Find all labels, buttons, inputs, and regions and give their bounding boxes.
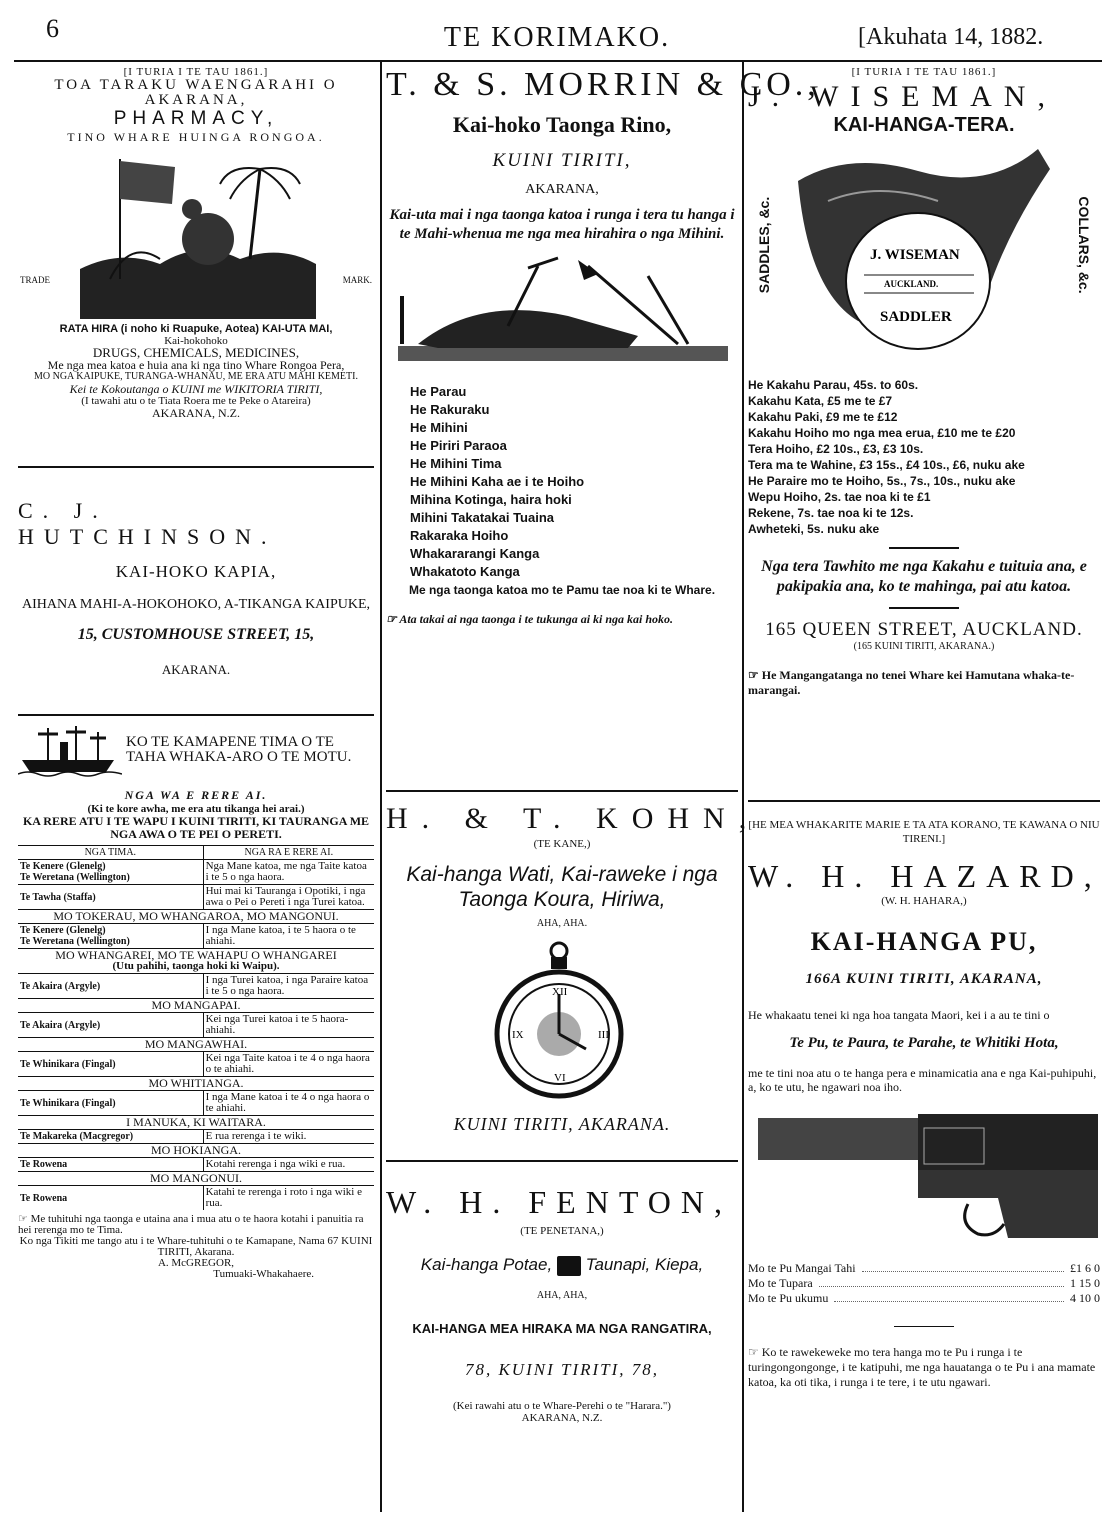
ship-name: Te Makareka (Macgregor) [18, 1130, 203, 1144]
schedule-section-row [18, 1077, 374, 1091]
implement-item: Whakararangi Kanga [410, 546, 540, 561]
schedule-section-row [18, 1144, 374, 1158]
fenton-name: W. H. FENTON, [386, 1184, 733, 1220]
trade-mark-row [18, 145, 374, 323]
founded-note: [I TURIA I TE TAU 1861.] [123, 66, 269, 78]
rule-after-kohn [386, 1160, 738, 1162]
hazard-more: me te tini noa atu o te hanga pera e minamicatia ana e nga Kai-puhipuhi, a, ko te utu, he ngawari noa iho. [748, 1066, 1097, 1094]
morrin-trade: Kai-hoko Taonga Rino, [452, 112, 672, 137]
svg-text:III: III [598, 1029, 609, 1041]
sailing-days: E rua rerenga i te wiki. [203, 1130, 374, 1144]
implement-item: He Piriri Paraoa [410, 438, 507, 453]
saddlery-price-line: Rekene, 7s. tae noa ki te 12s. [748, 506, 914, 520]
ship-name: Te Akaira (Argyle) [18, 1013, 203, 1038]
saddlery-price-line: Kakahu Hoiho mo nga mea erua, £10 me te £20 [748, 426, 1016, 440]
masthead-title: TE KORIMAKO. [443, 22, 671, 53]
hazard-name: W. H. HAZARD, [748, 858, 1102, 894]
schedule-row [18, 1186, 374, 1211]
leader-dots [834, 1291, 1064, 1302]
ship-name: Te Rowena [18, 1158, 203, 1172]
pocket-watch-illustration [494, 939, 624, 1099]
svg-text:VI: VI [554, 1072, 566, 1084]
seal-mid-text: AUCKLAND. [884, 279, 939, 289]
implement-item: Mihini Takatakai Tuaina [410, 510, 554, 525]
seal-bot-text: SADDLER [880, 309, 952, 325]
schedule-row [18, 1091, 374, 1116]
fenton-ad [386, 1184, 738, 1424]
sailing-days: Hui mai ki Tauranga i Opotiki, i nga awa o Pei o Pereti i nga Turei katoa. [203, 885, 374, 910]
schedule-section-row [18, 1038, 374, 1052]
sailing-days: Kei nga Turei katoa i te 5 haora-ahiahi. [203, 1013, 374, 1038]
pharmacy-word: PHARMACY, [113, 108, 279, 129]
saddlery-price-line: He Kakahu Parau, 45s. to 60s. [748, 378, 919, 392]
morrin-name: T. & S. MORRIN & CO., [386, 66, 820, 103]
implement-item: Rakaraka Hoiho [410, 528, 509, 543]
pharmacy-city: AKARANA, N.Z. [152, 406, 240, 420]
kei-te-line: Kei te Kokoutanga o KUINI me WIKITORIA TIRITI, [69, 382, 323, 396]
side-label-left: SADDLES, &c. [756, 196, 772, 294]
hutchinson-aihana: AIHANA MAHI-A-HOKOHOKO, A-TIKANGA KAIPUKE, [21, 597, 371, 612]
steamship-ad [18, 722, 374, 1280]
schedule-row [18, 1013, 374, 1038]
kaihoko-line: Kai-hokohoko [164, 335, 228, 347]
kohn-aha: AHA, AHA. [536, 918, 588, 929]
signer-title: Tumuaki-Whakahaere. [213, 1268, 314, 1280]
tawahi-line: (I tawahi atu o te Tiata Roera me te Peke o Atareira) [81, 395, 311, 407]
rule-after-morrin [386, 790, 738, 792]
ship-name: Te Whinikara (Fingal) [18, 1052, 203, 1077]
gun-item: Mo te Pu ukumu [748, 1291, 829, 1305]
saddlery-price-line: Wepu Hoiho, 2s. tae noa ki te £1 [748, 490, 931, 504]
svg-text:XII: XII [552, 986, 568, 998]
wiseman-address-maori: (165 KUINI TIRITI, AKARANA.) [853, 641, 995, 652]
morrin-street: KUINI TIRITI, [492, 150, 632, 171]
wiseman-note: ☞ He Mangangatanga no tenei Whare kei Hamutana whaka-te-marangai. [748, 668, 1075, 697]
sailing-days: I nga Turei katoa, i nga Paraire katoa i te 5 o nga haora. [203, 974, 374, 999]
gun-item: Mo te Pu Mangai Tahi [748, 1261, 856, 1275]
schedule-row [18, 1158, 374, 1172]
section-route: MO MANGONUI. [150, 1171, 242, 1185]
section-route: MO MANGAWHAI. [144, 1037, 248, 1051]
rule-after-pharmacy [18, 466, 374, 468]
col-header-ships: NGA TIMA. [18, 846, 203, 860]
morrin-footer: Me nga taonga katoa mo te Pamu tae noa ki te Whare. [408, 583, 716, 597]
wiseman-desc: Nga tera Tawhito me nga Kakahu e tuituia ana, e pakipakia ana, ko te mahinga, pai atu katoa. [761, 558, 1087, 595]
section-route: MO HOKIANGA. [151, 1143, 241, 1157]
mark-label: MARK. [342, 275, 372, 285]
saddlery-price-line: Kakahu Kata, £5 me te £7 [748, 394, 893, 408]
morrin-note: ☞ Ata takai ai nga taonga i te tukunga ai ki nga kai hoko. [386, 612, 674, 626]
column-3 [748, 66, 1100, 1512]
implement-item: He Mihini Kaha ae i te Hoiho [410, 474, 585, 489]
hazard-goods: Te Pu, te Paura, te Parahe, te Whitiki Hota, [789, 1035, 1059, 1051]
short-rule-3 [894, 1326, 954, 1327]
wiseman-name: J. WISEMAN, [748, 80, 1057, 113]
gun-price: 1 15 0 [1070, 1276, 1100, 1290]
implement-item: Whakatoto Kanga [410, 564, 520, 579]
implements-list [410, 383, 738, 581]
implement-item: He Parau [410, 384, 467, 399]
saddlery-price-line: He Paraire mo te Hoiho, 5s., 7s., 10s., nuku ake [748, 474, 1016, 488]
ship-name: Te Whinikara (Fingal) [18, 1091, 203, 1116]
ship-name: Te Akaira (Argyle) [18, 974, 203, 999]
fenton-city: AKARANA, N.Z. [521, 1411, 603, 1424]
schedule-section-row [18, 1172, 374, 1186]
gun-price-row [748, 1291, 1100, 1306]
column-1 [18, 66, 374, 1512]
sailing-days: I nga Mane katoa i te 4 o nga haora o te ahiahi. [203, 1091, 374, 1116]
schedule-section-row [18, 910, 374, 924]
ship-name: Te Tawha (Staffa) [18, 885, 203, 910]
mo-nga-line: MO NGA KAIPUKE, TURANGA-WHANAU, ME ERA ATU MAHI KEMETI. [34, 371, 358, 382]
kohn-address: KUINI TIRITI, AKARANA. [453, 1114, 671, 1134]
saddlery-price-line: Tera ma te Wahine, £3 15s., £4 10s., £6, nuku ake [748, 458, 1025, 472]
section-route: MO MANGAPAI. [151, 998, 241, 1012]
steamship-note-1: ☞ Me tuhituhi nga taonga e utaina ana i mua atu o te haora kotahi i panuitia ra hei rerenga mo te Tima. [18, 1213, 364, 1236]
morrin-city: AKARANA, [525, 182, 599, 197]
fenton-trade: Kai-hanga Potae, Taunapi, Kiepa, [420, 1255, 704, 1274]
implement-item: Mihina Kotinga, haira hoki [410, 492, 572, 507]
kohn-name: H. & T. KOHN, [386, 802, 761, 835]
schedule-row [18, 974, 374, 999]
leader-dots [819, 1276, 1064, 1287]
col-header-days: NGA RA E RERE AI. [203, 846, 374, 860]
section-route: MO WHANGAREI, MO TE WAHAPU O WHANGAREI [55, 948, 337, 962]
steamship-title: KO TE KAMAPENE TIMA O TE TAHA WHAKA-ARO O TE MOTU. [126, 734, 352, 765]
ship-name: Te Kenere (Glenelg) Te Weretana (Wellington) [18, 860, 203, 885]
morrin-desc: Kai-uta mai i nga taonga katoa i runga i tera tu hanga i te Mahi-whenua me nga mea hirahira o nga Mihini. [389, 207, 735, 242]
side-label-right: COLLARS, &c. [1076, 196, 1092, 294]
schedule-section-row [18, 1116, 374, 1130]
trade-label: TRADE [20, 275, 50, 285]
pharmacy-heading: TOA TARAKU WAENGARAHI O AKARANA, [54, 77, 338, 108]
schedule-row [18, 885, 374, 910]
menga-line: Me nga mea katoa e huia ana ki nga tino Whare Rongoa Pera, [47, 358, 345, 372]
saddle-block [748, 137, 1100, 369]
rule-after-wiseman [748, 800, 1100, 802]
schedule-row [18, 1052, 374, 1077]
kohn-sub: (TE KANE,) [533, 838, 591, 850]
drugs-line: DRUGS, CHEMICALS, MEDICINES, [92, 345, 300, 360]
sailing-days: Kotahi rerenga i nga wiki e rua. [203, 1158, 374, 1172]
section-sub: (Utu pahihi, taonga hoki ki Waipu). [112, 960, 280, 972]
hazard-address: 166A KUINI TIRITI, AKARANA, [805, 971, 1043, 987]
gun-price: £1 6 0 [1070, 1261, 1100, 1275]
schedule-section-row [18, 949, 374, 974]
hutchinson-ad [18, 498, 374, 678]
ship-name: Te Rowena [18, 1186, 203, 1211]
fenton-aha: AHA, AHA, [536, 1289, 588, 1301]
pharmacy-subheading: TINO WHARE HUINGA RONGOA. [67, 130, 325, 144]
signer-name: A. McGREGOR, [157, 1257, 235, 1269]
pharmacy-ad [18, 66, 374, 419]
seal-top-text: J. WISEMAN [870, 247, 960, 263]
wiseman-address: 165 QUEEN STREET, AUCKLAND. [765, 619, 1083, 640]
fenton-address: 78, KUINI TIRITI, 78, [464, 1359, 660, 1379]
hazard-intro: He whakaatu tenei ki nga hoa tangata Maori, kei i a au te tini o [748, 1008, 1050, 1022]
hutchinson-trade: KAI-HOKO KAPIA, [115, 562, 277, 581]
wiseman-trade: KAI-HANGA-TERA. [833, 114, 1015, 136]
leader-dots [862, 1261, 1064, 1272]
short-rule-2 [889, 607, 959, 609]
column-rule-1 [380, 62, 382, 1512]
section-route: I MANUKA, KI WAITARA. [126, 1115, 266, 1129]
trade-mark-illustration [80, 149, 316, 319]
sailing-schedule-table [18, 845, 374, 1210]
pointing-hand-icon: ☞ [748, 668, 759, 682]
hutchinson-name: C. J. HUTCHINSON. [18, 498, 277, 549]
rule-after-hutchinson [18, 714, 374, 716]
hazard-patron: [HE MEA WHAKARITE MARIE E TA ATA KORANO, TE KAWANA O NIU TIRENI.] [748, 819, 1100, 845]
saddlery-price-line: Kakahu Paki, £9 me te £12 [748, 410, 898, 424]
gun-price-row [748, 1261, 1100, 1276]
header-rule [14, 60, 1102, 62]
top-hat-icon [557, 1256, 581, 1276]
short-rule-1 [889, 547, 959, 549]
kohn-ad [386, 802, 761, 1135]
svg-text:IX: IX [512, 1029, 524, 1041]
plough-illustration [398, 256, 728, 366]
sailing-days: Katahi te rerenga i roto i nga wiki e rua. [203, 1186, 374, 1211]
implement-item: He Mihini [410, 420, 468, 435]
schedule-row [18, 860, 374, 885]
pointing-hand-icon: ☞ [386, 612, 397, 626]
saddle-illustration [788, 141, 1058, 367]
sailing-days: Nga Mane katoa, me nga Taite katoa i te 5 o nga haora. [203, 860, 374, 885]
schedule-row [18, 924, 374, 949]
ship-name: Te Kenere (Glenelg) Te Weretana (Wellington) [18, 924, 203, 949]
kohn-trade: Kai-hanga Wati, Kai-raweke i nga Taonga Koura, Hiriwa, [406, 863, 718, 911]
fenton-trade2: KAI-HANGA MEA HIRAKA MA NGA RANGATIRA, [412, 1320, 712, 1336]
sailing-times-heading: NGA WA E RERE AI. [124, 788, 268, 802]
hazard-note: ☞ Ko te rawekeweke mo tera hanga mo te Pu i runga i te turingongongonge, i te katipuhi, me nga hauatanga o te Pu i ana mamate katoa, ka oti tika, i runga i te tere, i te utu ngawari. [748, 1345, 1096, 1389]
wiseman-founded: [I TURIA I TE TAU 1861.] [851, 66, 997, 78]
implement-item: He Rakuraku [410, 402, 490, 417]
fenton-sub: (TE PENETANA,) [520, 1225, 604, 1237]
steamship-note-2: Ko nga Tikiti me tango atu i te Whare-tuhituhi o te Kamapane, Nama 67 KUINI TIRITI, Akarana. [19, 1235, 373, 1258]
schedule-section-row [18, 999, 374, 1013]
sailing-days: I nga Mane katoa, i te 5 haora o te ahiahi. [203, 924, 374, 949]
hazard-sub: (W. H. HAHARA,) [881, 895, 967, 907]
section-route: MO WHITIANGA. [148, 1076, 244, 1090]
gun-price: 4 10 0 [1070, 1291, 1100, 1305]
saddlery-price-line: Awheteki, 5s. nuku ake [748, 522, 880, 536]
rata-hira-line: RATA HIRA (i noho ki Ruapuke, Aotea) KAI-UTA MAI, [59, 323, 333, 335]
steamship-illustration [18, 722, 122, 778]
sailing-days: Kei nga Taite katoa i te 4 o nga haora o te ahiahi. [203, 1052, 374, 1077]
hazard-trade: KAI-HANGA PU, [810, 927, 1038, 956]
pointing-hand-icon: ☞ [18, 1213, 28, 1225]
saddlery-price-line: Tera Hoiho, £2 10s., £3, £3 10s. [748, 442, 924, 456]
hutchinson-address: 15, CUSTOMHOUSE STREET, 15, [77, 626, 315, 643]
gun-price-row [748, 1276, 1100, 1291]
wiseman-ad [748, 66, 1100, 698]
column-rule-2 [742, 62, 744, 1512]
hazard-price-list [748, 1261, 1100, 1306]
pointing-hand-icon: ☞ [748, 1345, 759, 1359]
wiseman-prices [748, 377, 1100, 537]
issue-date: [Akuhata 14, 1882. [858, 24, 1044, 50]
shotgun-illustration [748, 1108, 1100, 1248]
fenton-note: (Kei rawahi atu o te Whare-Perehi o te "Harara.") [453, 1399, 671, 1412]
implement-item: He Mihini Tima [410, 456, 502, 471]
page-number: 6 [46, 14, 59, 43]
weather-note: (Ki te kore awha, me era atu tikanga hei arai.) [87, 803, 305, 815]
hazard-ad [748, 818, 1100, 1390]
section-route: MO TOKERAU, MO WHANGAROA, MO MANGONUI. [53, 909, 339, 923]
hutchinson-city: AKARANA. [161, 662, 231, 677]
gun-item: Mo te Tupara [748, 1276, 813, 1290]
departure-note: KA RERE ATU I TE WAPU I KUINI TIRITI, KI TAURANGA ME NGA AWA O TE PEI O PERETI. [22, 814, 370, 841]
schedule-row [18, 1130, 374, 1144]
